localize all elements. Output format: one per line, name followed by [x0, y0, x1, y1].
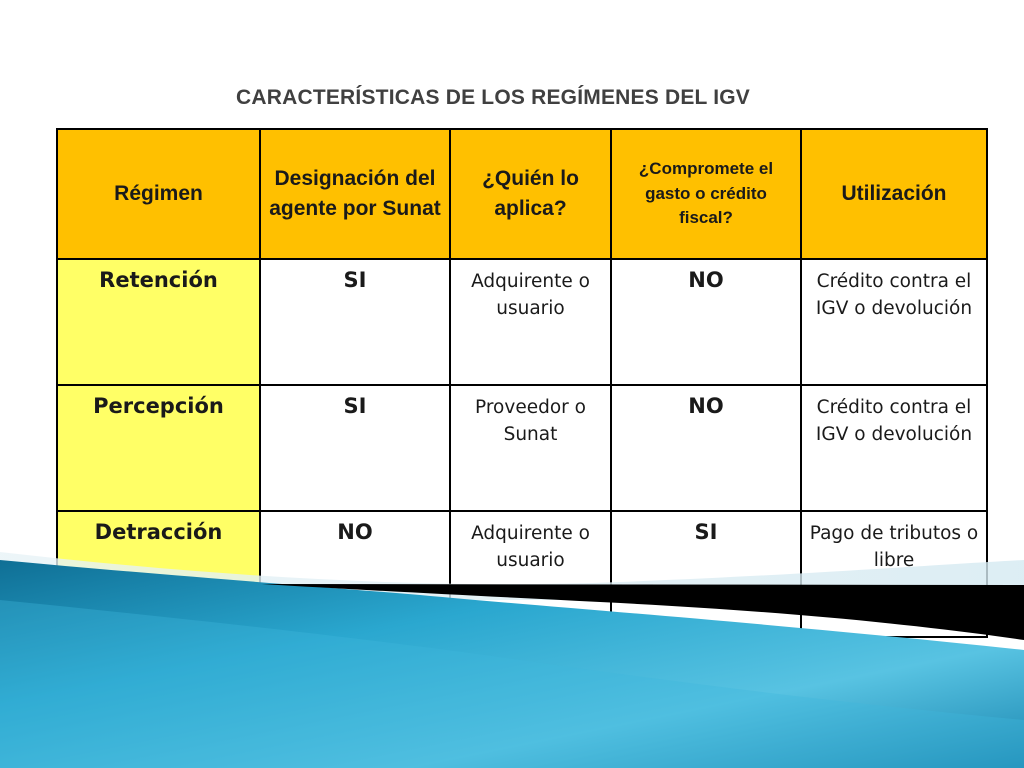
- cell-compromete: SI: [611, 511, 801, 637]
- cell-compromete: NO: [611, 259, 801, 385]
- cell-utilizacion: Pago de tributos o libre: [801, 511, 987, 637]
- slide-title: CARACTERÍSTICAS DE LOS REGÍMENES DEL IGV: [236, 86, 750, 109]
- cell-regimen: Retención: [57, 259, 260, 385]
- cell-quien: Adquirente o usuario: [450, 511, 611, 637]
- header-designacion: Designación del agente por Sunat: [260, 129, 450, 259]
- cell-utilizacion: Crédito contra el IGV o devolución: [801, 259, 987, 385]
- header-utilizacion: Utilización: [801, 129, 987, 259]
- header-quien: ¿Quién lo aplica?: [450, 129, 611, 259]
- cell-designacion: SI: [260, 259, 450, 385]
- header-compromete: ¿Compromete el gasto o crédito fiscal?: [611, 129, 801, 259]
- cell-designacion: SI: [260, 385, 450, 511]
- cell-regimen: Detracción: [57, 511, 260, 637]
- cell-quien: Adquirente o usuario: [450, 259, 611, 385]
- header-regimen: Régimen: [57, 129, 260, 259]
- cell-regimen: Percepción: [57, 385, 260, 511]
- cell-utilizacion: Crédito contra el IGV o devolución: [801, 385, 987, 511]
- cell-designacion: NO: [260, 511, 450, 637]
- cell-compromete: NO: [611, 385, 801, 511]
- cell-quien: Proveedor o Sunat: [450, 385, 611, 511]
